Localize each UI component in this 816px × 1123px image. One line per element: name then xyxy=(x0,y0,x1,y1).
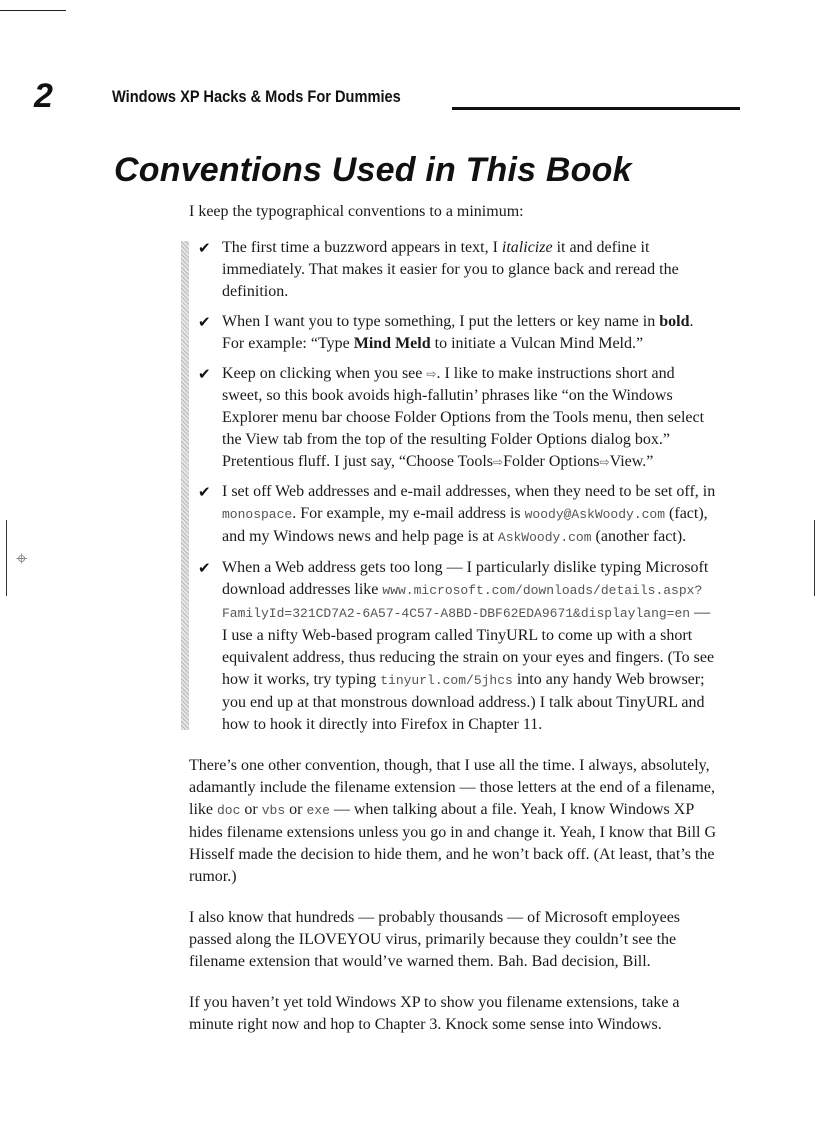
list-item: ✔ When I want you to type something, I put the letters or key name in bold. For example: “Type Mind Meld to initiate a Vulcan Mind Meld.” xyxy=(198,313,694,352)
extension-example: vbs xyxy=(261,803,286,818)
short-web-address: tinyurl.com/5jhcs xyxy=(380,673,513,688)
body-paragraph: There’s one other convention, though, that I use all the time. I always, absolutely, adamantly include the filename extension — those letters at the end of a filename, like doc or vbs or exe — when talking about a file. Yeah, I know Windows XP hides filename extensions unless you go in and change it. Yeah, I know that Bill G Hisself made the decision to hide them, and he won’t back off. (At least, that’s the rumor.) xyxy=(189,757,717,885)
right-crop-line xyxy=(814,520,815,596)
bold-example: bold xyxy=(659,313,690,330)
long-web-address: www.microsoft.com/downloads/details.aspx?FamilyId=321CD7A2-6A57-4C57-A8BD-DBF62EDA9671&displaylang=en xyxy=(222,583,703,621)
command-arrow-icon: ⇨ xyxy=(599,455,610,469)
body-paragraph: If you haven’t yet told Windows XP to show you filename extensions, take a minute right now and hop to Chapter 3. Knock some sense into Windows. xyxy=(189,994,680,1033)
list-item: ✔ I set off Web addresses and e-mail addresses, when they need to be set off, in monospace. For example, my e-mail address is woody@AskWoody.com (fact), and my Windows news and help page is at AskWoody.com (another fact). xyxy=(198,483,716,545)
left-crop-line xyxy=(6,520,7,596)
extension-example: exe xyxy=(306,803,330,818)
monospace-example: monospace xyxy=(222,507,293,522)
web-address: AskWoody.com xyxy=(497,530,592,545)
conventions-list xyxy=(191,237,719,736)
checkmark-icon: ✔ xyxy=(198,483,211,501)
command-arrow-icon: ⇨ xyxy=(493,455,504,469)
list-item: ✔ Keep on clicking when you see ⇨. I like to make instructions short and sweet, so this book avoids high-fallutin’ phrases like “on the Windows Explorer menu bar choose Folder Options from the Tools menu, then select the View tab from the top of the resulting Folder Options dialog box.” Pretentious fluff. I just say, “Choose Tools⇨Folder Options⇨View.” xyxy=(198,365,705,470)
section-title: Conventions Used in This Book xyxy=(114,151,632,189)
checkmark-icon: ✔ xyxy=(198,559,211,577)
list-side-bar xyxy=(181,241,189,730)
checkmark-icon: ✔ xyxy=(198,239,211,257)
page-number: 2 xyxy=(34,77,53,115)
corner-crop-rule xyxy=(0,10,66,11)
italic-example: italicize xyxy=(501,239,553,256)
conventions-list-block xyxy=(189,237,719,736)
book-title: Windows XP Hacks & Mods For Dummies xyxy=(112,87,401,106)
extension-example: doc xyxy=(217,803,241,818)
running-header xyxy=(34,78,714,114)
body-paragraph: I also know that hundreds — probably thousands — of Microsoft employees passed along the ILOVEYOU virus, primarily because they couldn’t see the filename extension that would’ve warned them. Bah. Bad decision, Bill. xyxy=(189,909,681,970)
header-rule xyxy=(452,107,740,110)
command-arrow-icon: ⇨ xyxy=(426,367,437,381)
checkmark-icon: ✔ xyxy=(198,313,211,331)
email-address: woody@AskWoody.com xyxy=(524,507,666,522)
checkmark-icon: ✔ xyxy=(198,365,211,383)
list-item: ✔ When a Web address gets too long — I particularly dislike typing Microsoft download addresses like www.microsoft.com/downloads/details.aspx?FamilyId=321CD7A2-6A57-4C57-A8BD-DBF62EDA9671&displaylang=en — I use a nifty Web-based program called TinyURL to come up with a short equivalent address, thus reducing the strain on your eyes and fingers. (To see how it works, try typing tinyurl.com/5jhcs into any handy Web browser; you end up at that monstrous download address.) I talk about TinyURL and how to hook it directly into Firefox in Chapter 11. xyxy=(198,559,715,733)
body-content xyxy=(189,201,719,1055)
intro-paragraph: I keep the typographical conventions to a minimum: xyxy=(189,203,524,220)
bold-example: Mind Meld xyxy=(353,335,431,352)
list-item: ✔ The first time a buzzword appears in text, I italicize it and define it immediately. That makes it easier for you to glance back and reread the definition. xyxy=(198,239,679,300)
crop-target-icon: ⌖ xyxy=(16,546,28,570)
